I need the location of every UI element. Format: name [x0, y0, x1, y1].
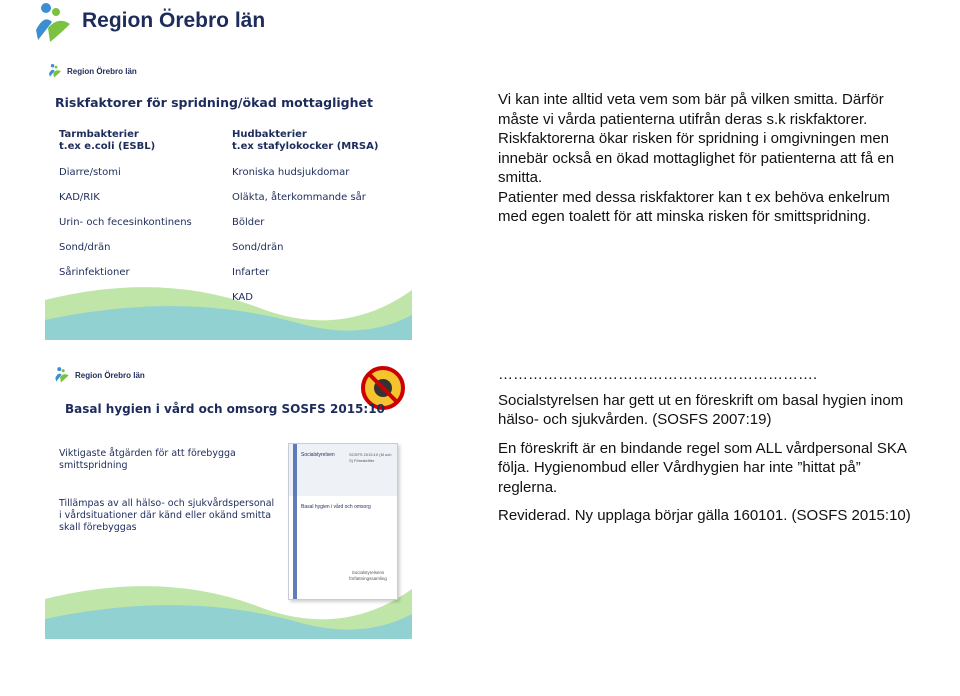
- slide1-logo: [47, 63, 137, 79]
- right-column: [232, 129, 412, 340]
- right-item: Bölder: [232, 217, 265, 228]
- cover-code: SOSFS 2015:10 (M och S) Föreskrifter: [349, 452, 392, 463]
- left-column: [59, 129, 219, 340]
- cover-side-strip: [293, 444, 297, 599]
- slide-riskfaktorer: [45, 57, 412, 340]
- left-item: KAD/RIK: [59, 192, 100, 203]
- region-logo-icon: [30, 0, 76, 46]
- cover-agency: Socialstyrelsen: [301, 452, 335, 458]
- left-item: Diarre/stomi: [59, 167, 121, 178]
- cover-footer: Socialstyrelsens författningssamling: [349, 570, 387, 581]
- header-brand-text: Region Örebro län: [82, 9, 266, 32]
- slide-basal-hygien: [45, 356, 412, 639]
- note-paragraph: Reviderad. Ny upplaga börjar gälla 160101. (SOSFS 2015:10): [498, 507, 911, 524]
- note-paragraph: Patienter med dessa riskfaktorer kan t ex behöva enkelrum med egen toalett för att minska risken för smittspridning.: [498, 188, 890, 225]
- right-item: Oläkta, återkommande sår: [232, 192, 366, 203]
- note-dots: ……………………………………………………….: [498, 366, 818, 383]
- left-item: Sond/drän: [59, 242, 111, 253]
- right-heading-1: Hudbakterier: [232, 129, 307, 140]
- note-paragraph: Socialstyrelsen har gett ut en föreskrift om basal hygien inom hälso- och sjukvården. (SOSFS 2007:19): [498, 391, 904, 428]
- right-item: Kroniska hudsjukdomar: [232, 167, 350, 178]
- left-heading-2: t.ex e.coli (ESBL): [59, 141, 156, 152]
- region-logo-icon: [47, 63, 63, 79]
- right-item: Infarter: [232, 267, 270, 278]
- slide2-text-1: Viktigaste åtgärden för att förebygga smittspridning: [59, 448, 236, 471]
- slide1-logo-text: Region Örebro län: [67, 66, 137, 76]
- sosfs-document-cover: [288, 443, 398, 600]
- slide2-logo-text: Region Örebro län: [75, 370, 145, 380]
- header-logo: [30, 0, 270, 46]
- notes-block-2: [498, 365, 918, 526]
- left-item: Urin- och fecesinkontinens: [59, 217, 192, 228]
- slide1-title: Riskfaktorer för spridning/ökad mottaglighet: [55, 95, 373, 110]
- cover-title: Basal hygien i vård och omsorg: [301, 504, 371, 510]
- left-heading-1: Tarmbakterier: [59, 129, 139, 140]
- note-paragraph: Vi kan inte alltid veta vem som bär på vilken smitta. Därför måste vi vårda patienterna utifrån deras s.k riskfaktorer. Riskfaktorerna ökar risken för spridning i omgivningen men innebär också en ökad mottaglighet för patienterna att få en smitta.: [498, 91, 895, 186]
- right-item: KAD: [232, 292, 253, 303]
- slide2-title: Basal hygien i vård och omsorg SOSFS 2015:10: [65, 402, 385, 416]
- slide2-text-2: Tillämpas av all hälso- och sjukvårdspersonal i vårdsituationer där känd eller okänd smitta skall förebyggas: [59, 498, 275, 533]
- note-paragraph: En föreskrift är en bindande regel som ALL vårdpersonal SKA följa. Hygienombud eller Vårdhygien har inte ”hittat på” reglerna.: [498, 439, 907, 496]
- left-item: Sårinfektioner: [59, 267, 130, 278]
- slide2-logo: [53, 366, 145, 384]
- notes-block-1: [498, 90, 918, 227]
- region-logo-icon: [53, 366, 71, 384]
- right-item: Sond/drän: [232, 242, 284, 253]
- right-heading-2: t.ex stafylokocker (MRSA): [232, 141, 379, 152]
